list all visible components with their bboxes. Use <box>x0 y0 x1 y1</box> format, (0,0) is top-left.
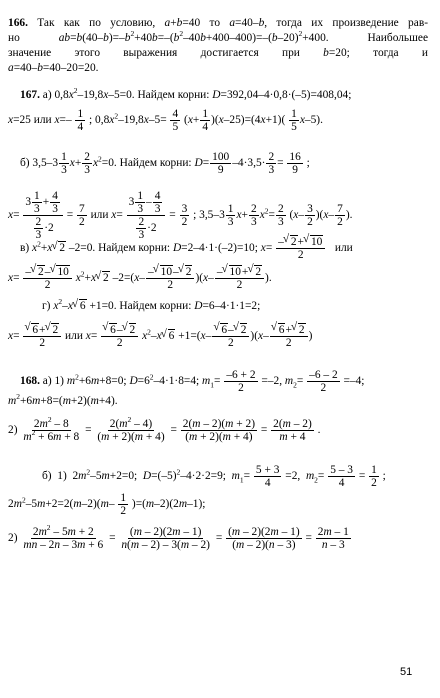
problem-166-number: 166. <box>8 17 28 29</box>
problem-168-a1-line-1: 168. а) 1) $m^2+6m+8=0$; $D=6^2-4\cdot 1\cdot 8=4$; $m_1=$ $\frac{-6 + 2}{2}$ =–2, $m_2=$ $\frac{-6 - 2}{2}$ =–4; <box>20 369 365 394</box>
problem-167-v-line-2: x= $\frac{-√ 2-√ 10}{2}$ $x^2+x√$ 2 –2=(x– $\frac{-√ 10-√ 2}{2}$ )(x– $\frac{-√ 10+√ 2}{2}$ ). <box>8 266 272 291</box>
problem-167-a-line-2: x=25 или x=– $\frac{1}{4}$ ; $0,8x^2-19,8x-5=$ $\frac{4}{5}$ (x+ $\frac{1}{4}$ )(x–25)=(4x+1)( $\frac{1}{5}$ x–5). <box>8 108 323 133</box>
page-number: 51 <box>400 666 413 678</box>
problem-167-number: 167. <box>20 89 40 101</box>
problem-168-a2: 2) $\frac{2m^2 - 8}{m^2 + 6m + 8}$ = $\frac{2(m^2 - 4)}{(m + 2)(m + 4)}$ = $\frac{2(m - 2)(m + 2)}{(m + 2)(m + 4)}$ = $\frac{2(m - 2)}{m + 4}$ . <box>8 415 321 443</box>
problem-167-g-line-2: x= √ $\frac{6+√ 2}{2}$ или x= √ $\frac{6-√ 2}{2}$ $x^2-x√$ 6 +1=(x– √ $\frac{6-√ 2}{2}$ )(x– √ $\frac{6+√ 2}{2}$ ) <box>8 324 312 349</box>
problem-168-number: 168. <box>20 375 40 388</box>
problem-166-line-4: a=40–b=40–20=20. <box>8 62 99 74</box>
problem-167-b-line-2: x= 3 $\frac{1}{3}$ + $\frac{4}{3}$ $\frac{2}{3}$ ·2 = $\frac{7}{2}$ или x= 3 $\frac{1}{3}$ – $\frac{4}{3}$ $\frac{2}{3}$ ·2 = $\frac{3}{2}$ ; 3,5–3 $\frac{1}{3}$ x+ $\frac{2}{3}$ $x^2=$ $\frac{2}{3}$ (x– $\frac{3}{2}$ )(x– $\frac{7}{2}$ ). <box>8 190 353 241</box>
problem-168-a1-line-2: $m^2+6m+8=(m+2)(m+4)$. <box>8 392 118 407</box>
problem-166-line-1: 166. Так как по условию, a+b=40 то a=40–b, тогда их произведение рав- <box>8 17 428 29</box>
problem-168-b1-line-2: $2m^2-5m+2=2(m-2)(m-$ $\frac{1}{2}$ )=(m–2)(2m–1); <box>8 492 206 517</box>
problem-167-b-line-1: б) 3,5–3 $\frac{1}{3}$ x+ $\frac{2}{3}$ $x^2=0$. Найдем корни: D= $\frac{100}{9}$ –4·3,5· $\frac{2}{3}$ = $\frac{16}{9}$ ; <box>20 151 310 176</box>
problem-168-b1-line-1: б) 1) $2m^2-5m+2=0$; $D=(-5)^2-4\cdot 2\cdot 2=9$; $m_1=$ $\frac{5 + 3}{4}$ =2, $m_2=$ $\frac{5 - 3}{4}$ = $\frac{1}{2}$ ; <box>42 464 386 489</box>
problem-168-b2: 2) $\frac{2m^2 - 5m + 2}{mn - 2n - 3m + 6}$ = $\frac{(m - 2)(2m - 1)}{n(m - 2) - 3(m - 2)}$ = $\frac{(m - 2)(2m - 1)}{(m - 2)(n - 3)}$ = $\frac{2m - 1}{n - 3}$ <box>8 523 349 551</box>
problem-166-line-3: значение этого выражения достигается при b=20; тогда и <box>8 47 428 59</box>
problem-166-line-2: но $ab=b(40-b)=-b^2+40b=-(b^2-40b+400-400)=-(b-20)^2+400$. Наибольшее <box>8 29 428 44</box>
problem-167-v-line-1: в) $x^2+x√$ 2 –2=0. Найдем корни: D=2–4·1·(–2)=10; x= $\frac{-√ 2+√ 10}{2}$ или <box>20 236 353 261</box>
problem-167-g-line-1: г) $x^2-x√$ 6 +1=0. Найдем корни: D=6–4·1·1=2; <box>42 299 260 313</box>
problem-167-a-line-1: 167. а) $0,8x^2-19,8x-5=0$. Найдем корни: D=392,04–4·0,8·(–5)=408,04; <box>20 86 352 101</box>
